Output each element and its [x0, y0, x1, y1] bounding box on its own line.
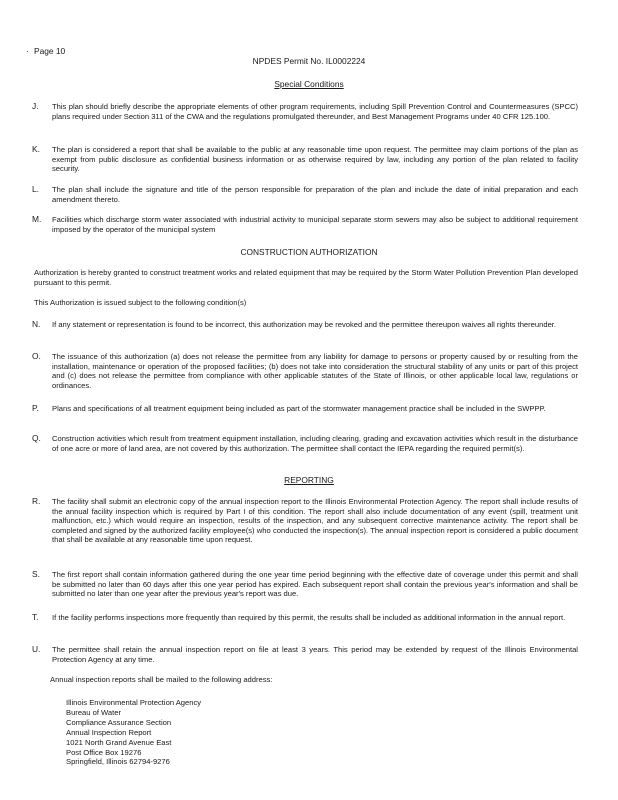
item-text: The facility shall submit an electronic copy of the annual inspection report to the Illinois Environmental Protection Agency. The report shall include results of the annual facility inspection which is required by Part I of this condition. The report shall also include documentation of any event (spill, treatment unit malfunction, etc.) which would require an inspection, results of the inspection, and any subsequent corrective maintenance activity. The report shall be completed and signed by the authorized facility employee(s) who conducted the inspection(s). The annual inspection report is considered a public document that shall be available at any reasonable time upon request. [52, 497, 578, 545]
item-text: The permittee shall retain the annual inspection report on file at least 3 years. This period may be extended by request of the Illinois Environmental Protection Agency at any time. [52, 645, 578, 664]
mailing-address [66, 698, 201, 767]
address-line: Compliance Assurance Section [66, 717, 172, 727]
address-line: Annual Inspection Report [66, 727, 152, 737]
item-letter: L. [32, 184, 39, 194]
item-text: If any statement or representation is found to be incorrect, this authorization may be revoked and the permittee thereupon waives all rights thereunder. [52, 320, 557, 329]
item-letter: Q. [32, 433, 41, 443]
item-letter: M. [32, 214, 42, 224]
item-text: Construction activities which result from treatment equipment installation, including clearing, grading and excavation activities which result in the disturbance of one acre or more of land area, are not covered by this authorization. The permittee shall contact the IEPA regarding the required permit(s). [52, 434, 578, 453]
address-line: Illinois Environmental Protection Agency [66, 698, 202, 707]
reporting-heading: REPORTING [284, 475, 334, 485]
construction-paragraph: Authorization is hereby granted to construct treatment works and related equipment that may be required by the Storm Water Pollution Prevention Plan developed pursuant to this permit. [34, 268, 578, 287]
item-letter: N. [32, 319, 41, 329]
address-line: Bureau of Water [66, 707, 122, 717]
page-number: Page 10 [34, 46, 66, 56]
item-text: The first report shall contain information gathered during the one year time period beginning with the effective date of coverage under this permit and shall be submitted no later than 60 days after this one year period has expired. Each subsequent report shall contain the previous year's information and shall be submitted no later than one year after the previous year's report was due. [52, 570, 578, 599]
item-letter: J. [32, 101, 39, 111]
item-letter: R. [32, 496, 41, 506]
item-text: The plan is considered a report that shall be available to the public at any reasonable time upon request. The permittee may claim portions of the plan as exempt from public disclosure as confidential business information or as otherwise required by law, including any portion of the plan related to facility security. [52, 145, 578, 174]
item-letter: K. [32, 144, 40, 154]
item-text: Plans and specifications of all treatment equipment being included as part of the stormwater management practice shall be included in the SWPPP. [52, 404, 546, 413]
address-line: Post Office Box 19276 [66, 747, 142, 757]
construction-heading: CONSTRUCTION AUTHORIZATION [240, 247, 378, 257]
item-letter: T. [32, 612, 39, 622]
construction-condition-intro: This Authorization is issued subject to the following condition(s) [34, 298, 247, 307]
item-letter: S. [32, 569, 40, 579]
item-letter: U. [32, 644, 41, 654]
address-line: Springfield, Illinois 62794-9276 [66, 757, 170, 767]
item-text: The issuance of this authorization (a) does not release the permittee from any liability for damage to persons or property caused by or resulting from the installation, maintenance or operation of the proposed facilities; (b) does not take into consideration the structural stability of any units or part of this project and (c) does not release the permittee from compliance with other applicable statutes of the State of Illinois, or other applicable local law, regulations or ordinances. [52, 352, 578, 390]
address-line: 1021 North Grand Avenue East [66, 737, 172, 747]
item-text: The plan shall include the signature and title of the person responsible for preparation of the plan and include the date of initial preparation and each amendment thereto. [52, 185, 578, 204]
item-text: Facilities which discharge storm water associated with industrial activity to municipal separate storm sewers may also be subject to additional requirement imposed by the operator of the municipal system [52, 215, 578, 234]
item-letter: O. [32, 351, 41, 361]
margin-mark: · [26, 47, 29, 56]
item-letter: P. [32, 403, 39, 413]
item-text: If the facility performs inspections more frequently than required by this permit, the results shall be included as additional information in the annual report. [52, 613, 566, 622]
mailing-intro: Annual inspection reports shall be mailed to the following address: [50, 675, 273, 684]
permit-number: NPDES Permit No. IL0002224 [252, 56, 366, 66]
item-text: This plan should briefly describe the appropriate elements of other program requirements, including Spill Prevention Control and Countermeasures (SPCC) plans required under Section 311 of the CWA and the regulations promulgated thereunder, and Best Management Programs under 40 CFR 125.100. [52, 102, 578, 121]
section-title: Special Conditions [274, 79, 344, 89]
